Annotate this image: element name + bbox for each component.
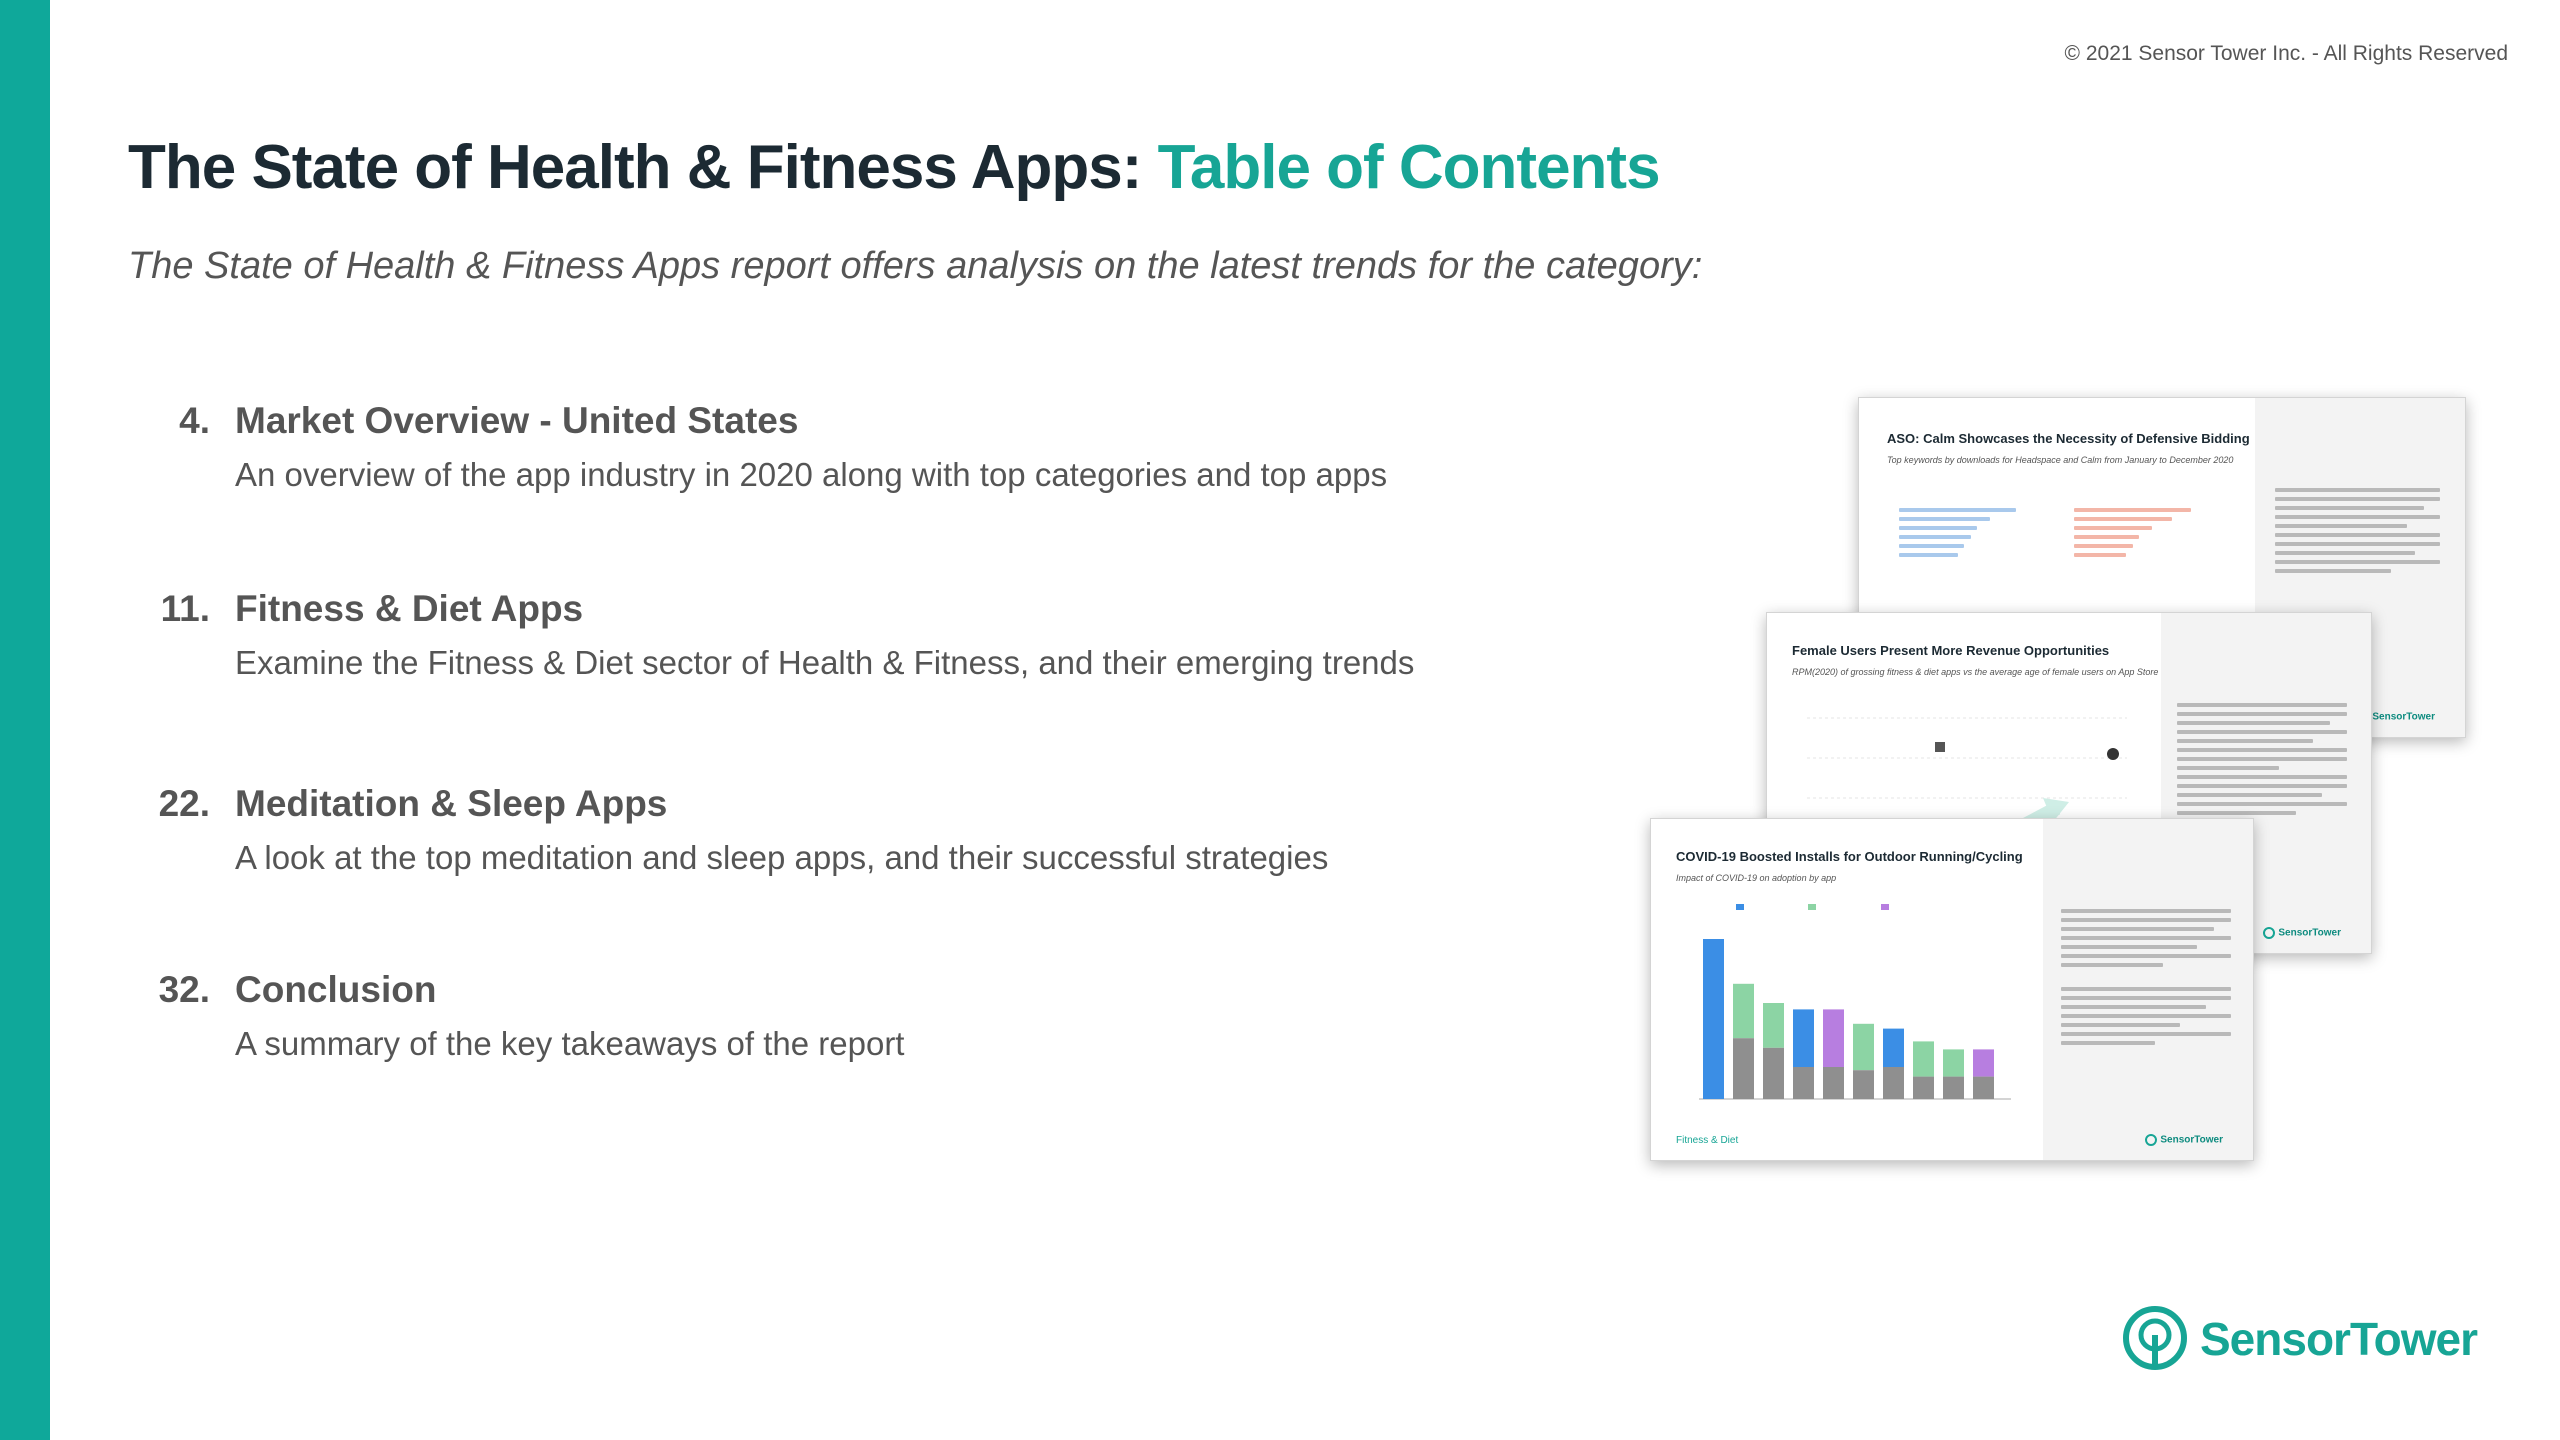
- preview-bar-baseline: [1853, 1070, 1874, 1099]
- toc-title: Meditation & Sleep Apps: [235, 783, 668, 824]
- preview-slide-subtitle: Top keywords by downloads for Headspace and Calm from January to December 2020: [1887, 455, 2234, 465]
- preview-bar-baseline: [1823, 1067, 1844, 1099]
- preview-bar: [1913, 1041, 1934, 1076]
- preview-brand-logo: [2263, 927, 2341, 939]
- preview-slide-title: COVID-19 Boosted Installs for Outdoor Running/Cycling: [1676, 849, 2023, 864]
- preview-bar-baseline: [1793, 1067, 1814, 1099]
- preview-body-text: [2061, 909, 2231, 1050]
- preview-bar-baseline: [1943, 1077, 1964, 1099]
- preview-headspace-keyword-list: [2074, 508, 2204, 562]
- toc-page-number: 32.: [158, 969, 210, 1010]
- preview-bar-chart: [1681, 919, 2021, 1114]
- preview-bar: [1733, 984, 1754, 1038]
- toc-description: An overview of the app industry in 2020 along with top categories and top apps: [235, 456, 1388, 493]
- accent-sidebar: [0, 0, 50, 1440]
- copyright-notice: © 2021 Sensor Tower Inc. - All Rights Reserved: [2064, 42, 2508, 65]
- toc-title: Fitness & Diet Apps: [235, 588, 584, 629]
- toc-page-number: 4.: [179, 400, 210, 441]
- preview-bar: [1853, 1024, 1874, 1070]
- preview-bar-baseline: [1913, 1077, 1934, 1099]
- toc-description: A summary of the key takeaways of the report: [235, 1025, 905, 1062]
- page-subtitle: The State of Health & Fitness Apps report offers analysis on the latest trends for the category:: [128, 245, 1703, 287]
- preview-section-footer: Fitness & Diet: [1676, 1135, 1739, 1146]
- preview-logo-text: SensorTower: [2372, 711, 2435, 723]
- preview-brand-logo: [2145, 1134, 2223, 1146]
- page-title-main: The State of Health & Fitness Apps:: [128, 133, 1158, 202]
- preview-calm-keyword-list: [1899, 508, 2029, 562]
- preview-bar: [1973, 1049, 1994, 1076]
- preview-slide-title: Female Users Present More Revenue Opportunities: [1792, 643, 2110, 658]
- preview-bar: [1793, 1009, 1814, 1067]
- preview-bar-baseline: [1973, 1077, 1994, 1099]
- page-title: [128, 132, 1660, 203]
- preview-chart-legend: [1736, 897, 1906, 911]
- preview-body-text: [2177, 703, 2347, 820]
- preview-bar-baseline: [1733, 1038, 1754, 1099]
- toc-page-number: 11.: [160, 588, 210, 629]
- page-title-accent: Table of Contents: [1157, 133, 1660, 202]
- sensor-tower-logo-icon: [2122, 1305, 2188, 1371]
- preview-slide-covid-running: [1650, 818, 2254, 1161]
- sensor-tower-icon: [2145, 1134, 2157, 1146]
- toc-title: Conclusion: [235, 969, 437, 1010]
- toc-page-number: 22.: [158, 783, 210, 824]
- preview-bar: [1823, 1009, 1844, 1067]
- toc-title: Market Overview - United States: [235, 400, 799, 441]
- preview-logo-text: SensorTower: [2160, 1134, 2223, 1146]
- preview-body-text: [2275, 488, 2440, 578]
- preview-bar: [1703, 939, 1724, 1099]
- toc-description: Examine the Fitness & Diet sector of Health & Fitness, and their emerging trends: [235, 644, 1415, 681]
- sensor-tower-icon: [2263, 927, 2275, 939]
- preview-slide-subtitle: Impact of COVID-19 on adoption by app: [1676, 873, 1837, 883]
- toc-description: A look at the top meditation and sleep apps, and their successful strategies: [235, 839, 1329, 876]
- preview-bar-baseline: [1883, 1067, 1904, 1099]
- preview-slide-subtitle: RPM(2020) of grossing fitness & diet apps vs the average age of female users on App Store: [1792, 667, 2159, 677]
- preview-bar: [1763, 1003, 1784, 1048]
- preview-slide-title: ASO: Calm Showcases the Necessity of Defensive Bidding: [1887, 431, 2250, 446]
- preview-logo-text: SensorTower: [2278, 927, 2341, 939]
- preview-bar-baseline: [1763, 1048, 1784, 1099]
- sensor-tower-logo-text: SensorTower: [2200, 1313, 2477, 1365]
- preview-bar: [1943, 1049, 1964, 1076]
- preview-bar: [1883, 1029, 1904, 1067]
